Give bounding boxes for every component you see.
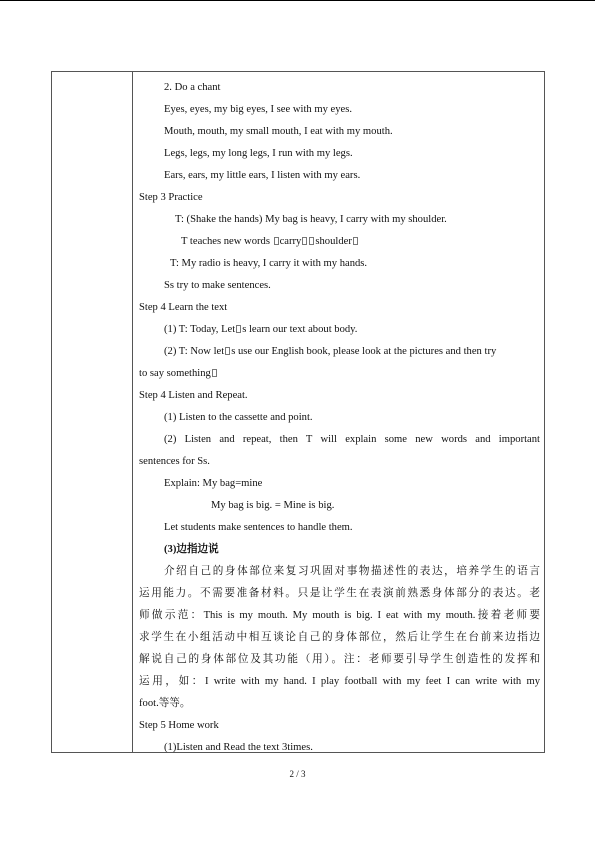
practice-line-1: T: (Shake the hands) My bag is heavy, I carry with my shoulder. bbox=[175, 214, 447, 225]
practice-line-2 bbox=[181, 235, 359, 249]
practice-line-4: Ss try to make sentences. bbox=[164, 280, 271, 291]
learn-line-1 bbox=[164, 323, 357, 337]
homework-line-1: (1)Listen and Read the text 3times. bbox=[164, 742, 313, 753]
learn-line-1-b: s learn our text about body. bbox=[242, 324, 358, 335]
chant-line-mouth: Mouth, mouth, my small mouth, I eat with my mouth. bbox=[164, 126, 393, 137]
placeholder-glyph bbox=[353, 237, 358, 245]
header-rule bbox=[0, 0, 595, 1]
learn-line-2-a: (2) T: Now let bbox=[164, 346, 225, 357]
chinese-para-line-6: 运用，如：I write with my hand. I play football with my feet I can write with my bbox=[139, 676, 540, 687]
learn-line-2 bbox=[164, 345, 496, 359]
learn-line-1-a: (1) T: Today, Let bbox=[164, 324, 236, 335]
chinese-para-line-2: 运用能力。不需要准备材料。只是让学生在表演前熟悉身体部分的表达。老 bbox=[139, 588, 540, 599]
placeholder-glyph bbox=[274, 237, 279, 245]
step4-listen-heading: Step 4 Listen and Repeat. bbox=[139, 390, 248, 401]
table-column-divider bbox=[132, 71, 133, 753]
chinese-para-line-1: 介绍自己的身体部位来复习巩固对事物描述性的表达，培养学生的语言 bbox=[164, 566, 540, 577]
chinese-para-line-3: 师做示范：This is my mouth. My mouth is big. I eat with my mouth.接着老师要 bbox=[139, 610, 540, 621]
chant-line-eyes: Eyes, eyes, my big eyes, I see with my eyes. bbox=[164, 104, 352, 115]
step3-heading: Step 3 Practice bbox=[139, 192, 203, 203]
chant-heading: 2. Do a chant bbox=[164, 82, 221, 93]
listen-line-2: (2) Listen and repeat, then T will explain some new words and important bbox=[164, 434, 540, 445]
step4-learn-heading: Step 4 Learn the text bbox=[139, 302, 228, 313]
word-shoulder: shoulder bbox=[315, 236, 352, 247]
page-number: 2 / 3 bbox=[289, 769, 306, 779]
section-point-and-say-heading: (3)边指边说 bbox=[164, 544, 219, 555]
listen-line-1: (1) Listen to the cassette and point. bbox=[164, 412, 313, 423]
explain-line-3: Let students make sentences to handle them. bbox=[164, 522, 353, 533]
learn-line-3 bbox=[139, 367, 218, 381]
chant-line-legs: Legs, legs, my long legs, I run with my legs. bbox=[164, 148, 353, 159]
placeholder-glyph bbox=[309, 237, 314, 245]
chant-line-ears: Ears, ears, my little ears, I listen with my ears. bbox=[164, 170, 361, 181]
explain-line-2: My bag is big. = Mine is big. bbox=[211, 500, 335, 511]
listen-line-3: sentences for Ss. bbox=[139, 456, 210, 467]
word-carry: carry bbox=[279, 236, 302, 247]
step5-heading: Step 5 Home work bbox=[139, 720, 219, 731]
placeholder-glyph bbox=[302, 237, 307, 245]
chinese-para-line-7: foot.等等。 bbox=[139, 698, 191, 709]
learn-line-3-text: to say something bbox=[139, 368, 211, 379]
practice-line-3: T: My radio is heavy, I carry it with my hands. bbox=[170, 258, 368, 269]
learn-line-2-b: s use our English book, please look at the pictures and then try bbox=[231, 346, 497, 357]
chinese-para-line-4: 求学生在小组活动中相互谈论自己的身体部位，然后让学生在台前来边指边 bbox=[139, 632, 540, 643]
placeholder-glyph bbox=[212, 369, 217, 377]
chinese-para-line-5: 解说自己的身体部位及其功能（用）。注：老师要引导学生创造性的发挥和 bbox=[139, 654, 540, 665]
explain-line-1: Explain: My bag=mine bbox=[164, 478, 263, 489]
placeholder-glyph bbox=[225, 347, 230, 355]
new-words-label: T teaches new words bbox=[181, 236, 273, 247]
placeholder-glyph bbox=[236, 325, 241, 333]
